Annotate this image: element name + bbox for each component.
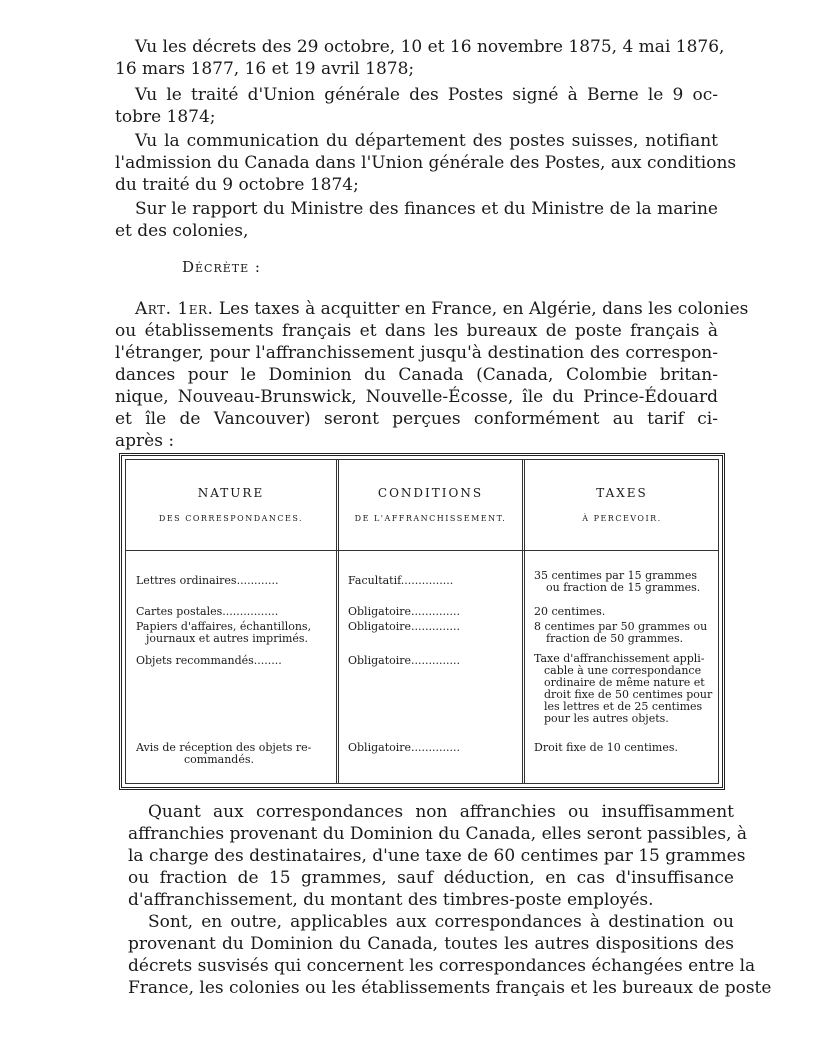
table-row-taxe: 20 centimes. [534,605,606,618]
header-title: NATURE [197,486,265,500]
text-line: l'admission du Canada dans l'Union générale des Postes, aux conditions [115,153,737,173]
tariff-table [119,453,725,790]
taxe-line: les lettres et de 25 centimes [544,700,703,713]
header-nature [126,486,336,523]
paragraph-rapport [115,198,718,242]
text-line: provenant du Dominion du Canada, toutes les autres dispositions des [128,934,734,954]
text-line: ou fraction de 15 grammes, sauf déduction, en cas d'insuffisance [128,868,734,888]
text-line: la charge des destinataires, d'une taxe de 60 centimes par 15 grammes [128,846,746,866]
table-row-nature [136,742,334,766]
text-line: France, les colonies ou les établissements français et les bureaux de poste [128,978,772,998]
taxe-line: cable à une correspondance [544,664,702,677]
taxe-line: 35 centimes par 15 grammes [534,569,697,582]
header-conditions [339,486,522,523]
article-1 [115,298,749,452]
article-first-line: Les taxes à acquitter en France, en Algérie, dans les colonies [218,299,749,319]
taxe-line: ordinaire de même nature et [544,676,705,689]
text-line: Vu les décrets des 29 octobre, 10 et 16 novembre 1875, 4 mai 1876, [135,37,725,57]
text-line: Sur le rapport du Ministre des finances et du Ministre de la marine [135,199,718,219]
taxe-line: pour les autres objets. [544,712,669,725]
nature-line: Papiers d'affaires, échantillons, [136,620,312,633]
paragraph-dispositions [128,911,772,999]
table-row-condition: Facultatif............... [348,574,454,587]
table-row-nature: Cartes postales................ [136,605,279,618]
text-line: d'affranchissement, du montant des timbres-poste employés. [128,890,654,910]
table-row-taxe [534,653,719,725]
taxe-line: Taxe d'affranchissement appli- [534,652,705,665]
text-line: et île de Vancouver) seront perçues conformément au tarif ci- [115,409,718,429]
paragraph-decrets [115,36,725,80]
table-row-condition: Obligatoire.............. [348,605,460,618]
text-line: Vu le traité d'Union générale des Postes signé à Berne le 9 oc- [135,85,718,105]
header-subtitle: DES CORRESPONDANCES. [158,514,304,523]
tariff-table-frame [125,459,719,784]
paragraph-traite [115,84,718,128]
text-line: et des colonies, [115,221,249,241]
table-row-condition: Obligatoire.............. [348,741,460,754]
table-row-taxe [534,570,719,594]
taxe-line: 8 centimes par 50 grammes ou [534,620,708,633]
text-line: Vu la communication du département des postes suisses, notifiant [135,131,718,151]
header-title: TAXES [596,486,648,500]
header-subtitle: À PERCEVOIR. [582,514,662,523]
taxe-line: droit fixe de 50 centimes pour [544,688,713,701]
table-row-condition: Obligatoire.............. [348,654,460,667]
text-line: Sont, en outre, applicables aux correspondances à destination ou [148,912,734,932]
table-row-taxe [534,621,719,645]
nature-line: commandés. [184,753,254,766]
text-line: 16 mars 1877, 16 et 19 avril 1878; [115,59,415,79]
table-row-condition: Obligatoire.............. [348,620,460,633]
decrete-heading: Décrète : [182,258,261,276]
text-line: affranchies provenant du Dominion du Canada, elles seront passibles, à [128,824,748,844]
paragraph-non-affranchies [128,801,748,911]
text-line [115,298,749,320]
text-line: après : [115,431,175,451]
text-line: ou établissements français et dans les bureaux de poste français à [115,321,718,341]
text-line: dances pour le Dominion du Canada (Canada, Colombie britan- [115,365,718,385]
table-row-taxe: Droit fixe de 10 centimes. [534,741,678,754]
text-line: du traité du 9 octobre 1874; [115,175,359,195]
table-row-nature: Objets recommandés........ [136,654,282,667]
header-subtitle: DE L'AFFRANCHISSEMENT. [354,514,507,523]
text-line: tobre 1874; [115,107,216,127]
text-line: nique, Nouveau-Brunswick, Nouvelle-Écosse, île du Prince-Édouard [115,387,718,407]
text-line: Quant aux correspondances non affranchies ou insuffisamment [148,802,734,822]
taxe-line: fraction de 50 grammes. [546,632,684,645]
text-line: l'étranger, pour l'affranchissement jusqu'à destination des correspon- [115,343,718,363]
paragraph-communication [115,130,737,196]
text-line: décrets susvisés qui concernent les correspondances échangées entre la [128,956,756,976]
header-title: CONDITIONS [377,486,484,500]
taxe-line: ou fraction de 15 grammes. [546,581,701,594]
table-row-nature: Lettres ordinaires............ [136,574,279,587]
header-taxes [525,486,719,523]
nature-line: journaux et autres imprimés. [146,632,309,645]
nature-line: Avis de réception des objets re- [136,741,312,754]
article-label: Art. 1er. [135,299,214,319]
header-divider [126,550,718,551]
table-row-nature [136,621,334,645]
